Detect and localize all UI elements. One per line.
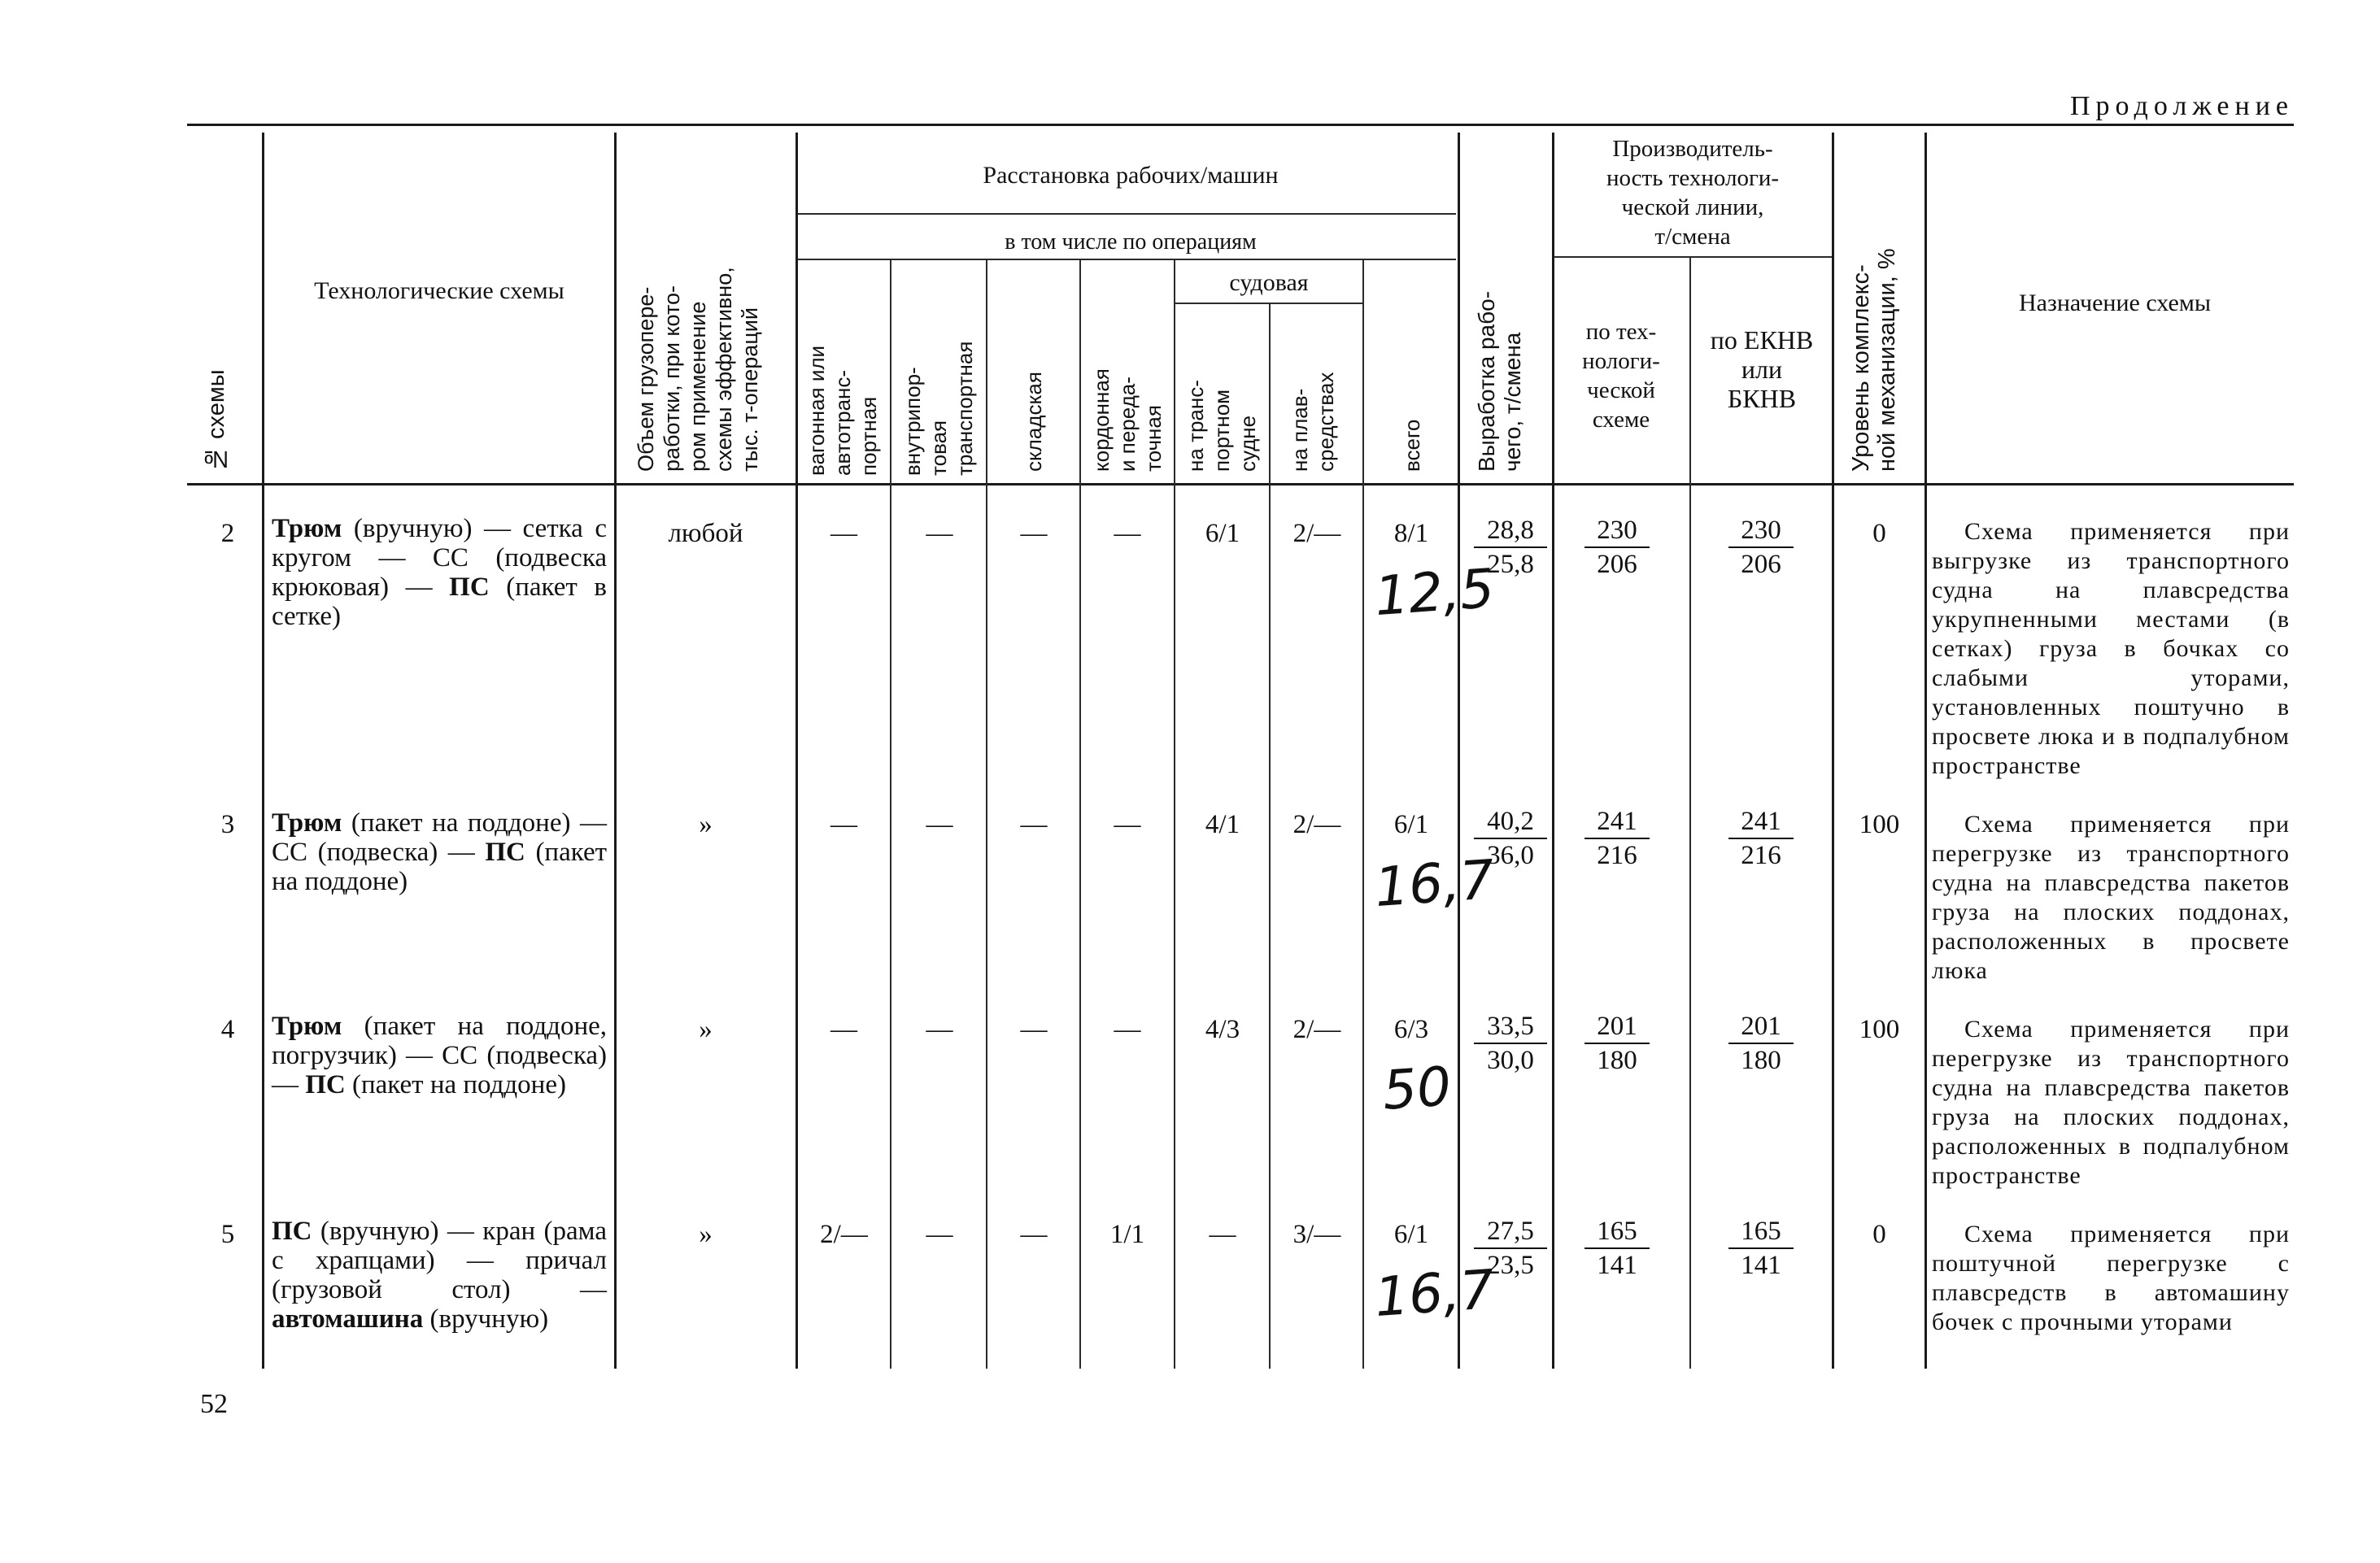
warehouse-cell: — bbox=[1020, 810, 1048, 839]
scheme-tail: (пакет на поддоне) bbox=[272, 838, 608, 896]
col-rule-5 bbox=[986, 260, 987, 1369]
header-placement: Расстановка рабочих/машин bbox=[983, 162, 1279, 189]
total-cell: 6/1 bbox=[1393, 1220, 1429, 1249]
scheme-bold-2: ПС bbox=[449, 573, 490, 602]
header-by-ops: в том числе по операциям bbox=[1005, 229, 1257, 255]
purpose-text: Схема применяется при перегрузке из транспортного судна на плавсредства пакетов груза на плоских поддонах, расположенных в просвете люка bbox=[1932, 811, 2290, 984]
header-by-eknv: по ЕКНВ или БКНВ bbox=[1710, 325, 1814, 413]
mech-cell: 100 bbox=[1859, 1015, 1900, 1044]
continuation-label: Продолжение bbox=[2069, 91, 2294, 121]
row-num: 3 bbox=[220, 810, 235, 839]
header-cordon: кордонная и переда- точная bbox=[1089, 368, 1166, 472]
placement-sub-rule bbox=[797, 213, 1456, 215]
wagon-cell: 2/— bbox=[820, 1220, 868, 1249]
scheme-text bbox=[272, 808, 607, 896]
warehouse-cell: — bbox=[1020, 519, 1048, 548]
scheme-bold: Трюм bbox=[272, 1012, 342, 1041]
scheme-text bbox=[272, 1012, 607, 1099]
eknv-fraction bbox=[1728, 1010, 1794, 1077]
eknv-num: 201 bbox=[1728, 1010, 1794, 1044]
total-cell: 8/1 bbox=[1393, 519, 1429, 548]
header-mech: Уровень комплекс- ной механизации, % bbox=[1848, 248, 1900, 472]
col-rule-3 bbox=[796, 133, 798, 1369]
intraport-cell: — bbox=[926, 1015, 953, 1044]
wagon-cell: — bbox=[830, 810, 857, 839]
eknv-den: 216 bbox=[1741, 841, 1781, 870]
output-num: 28,8 bbox=[1474, 514, 1547, 548]
output-num: 40,2 bbox=[1474, 805, 1547, 839]
on-float-cell: 2/— bbox=[1292, 519, 1341, 548]
eknv-num: 241 bbox=[1728, 805, 1794, 839]
productivity-sub-rule bbox=[1552, 256, 1833, 258]
volume-cell: » bbox=[699, 1220, 713, 1249]
volume-cell: » bbox=[699, 1015, 713, 1044]
header-wagon: вагонная или автотранс- портная bbox=[804, 345, 881, 476]
tech-den: 141 bbox=[1597, 1251, 1637, 1280]
output-num: 27,5 bbox=[1474, 1215, 1547, 1249]
tech-den: 216 bbox=[1597, 841, 1637, 870]
on-transport-cell: 6/1 bbox=[1205, 519, 1240, 548]
scheme-desc: (вручную) — кран (рама с храпцами) — причал (грузовой стол) — bbox=[272, 1217, 607, 1304]
row-num: 2 bbox=[220, 519, 235, 548]
output-fraction bbox=[1474, 514, 1547, 581]
header-volume: Объем грузопере- работки, при кото- ром применение схемы эффективно, тыс. т-операций bbox=[634, 267, 762, 472]
handwritten-note: 50 bbox=[1380, 1055, 1454, 1122]
col-rule-11 bbox=[1552, 133, 1554, 1369]
handwritten-note: 12,5 bbox=[1372, 556, 1497, 629]
header-warehouse: складская bbox=[1022, 372, 1046, 472]
col-rule-10 bbox=[1458, 133, 1460, 1369]
col-rule-8 bbox=[1269, 304, 1271, 1369]
on-transport-cell: 4/3 bbox=[1205, 1015, 1240, 1044]
cordon-cell: — bbox=[1114, 519, 1141, 548]
header-productivity: Производитель- ность технологи- ческой линии, т/смена bbox=[1606, 136, 1780, 250]
on-transport-cell: — bbox=[1209, 1220, 1236, 1249]
row-num: 5 bbox=[220, 1220, 235, 1249]
purpose-text: Схема применяется при выгрузке из транспортного судна на плавсредства укрупненными местами (в сетках) груза в бочках со слабыми уторами, установленных поштучно в просвете люка и в подпалубном пространстве bbox=[1932, 518, 2290, 779]
header-on-transport: на транс- портном судне bbox=[1183, 380, 1260, 472]
cordon-cell: — bbox=[1114, 1015, 1141, 1044]
col-rule-2 bbox=[614, 133, 617, 1369]
table-top-rule bbox=[187, 124, 2294, 126]
scheme-text bbox=[272, 514, 607, 631]
header-num: № схемы bbox=[203, 369, 229, 472]
mech-cell: 0 bbox=[1872, 519, 1886, 548]
scheme-bold: ПС bbox=[272, 1217, 312, 1246]
total-cell: 6/3 bbox=[1393, 1015, 1429, 1044]
scheme-text bbox=[272, 1217, 607, 1334]
purpose-text: Схема применяется при поштучной перегрузке с плавсредств в автомашину бочек с прочными уторами bbox=[1932, 1221, 2290, 1335]
output-den: 25,8 bbox=[1487, 550, 1534, 579]
cordon-cell: — bbox=[1114, 810, 1141, 839]
wagon-cell: — bbox=[830, 1015, 857, 1044]
tech-num: 201 bbox=[1584, 1010, 1650, 1044]
scheme-bold-2: ПС bbox=[305, 1070, 346, 1099]
header-ship: судовая bbox=[1229, 269, 1309, 296]
eknv-num: 165 bbox=[1728, 1215, 1794, 1249]
mech-cell: 100 bbox=[1859, 810, 1900, 839]
output-den: 30,0 bbox=[1487, 1046, 1534, 1075]
wagon-cell: — bbox=[830, 519, 857, 548]
header-intraport: внутрипор- товая транспортная bbox=[900, 341, 977, 476]
page-number: 52 bbox=[200, 1389, 228, 1419]
on-float-cell: 2/— bbox=[1292, 810, 1341, 839]
scheme-bold: Трюм bbox=[272, 514, 342, 543]
tech-fraction bbox=[1584, 805, 1650, 872]
on-float-cell: 3/— bbox=[1292, 1220, 1341, 1249]
header-purpose: Назначение схемы bbox=[2019, 290, 2211, 316]
tech-den: 206 bbox=[1597, 550, 1637, 579]
scheme-tail: (пакет в сетке) bbox=[272, 573, 607, 631]
scheme-bold-2: ПС bbox=[485, 838, 525, 867]
volume-cell: » bbox=[699, 810, 713, 839]
header-by-tech: по тех- нологи- ческой схеме bbox=[1582, 319, 1660, 433]
eknv-den: 206 bbox=[1741, 550, 1781, 579]
scheme-bold: Трюм bbox=[272, 808, 342, 838]
row-num: 4 bbox=[220, 1015, 235, 1044]
col-rule-9 bbox=[1362, 260, 1364, 1369]
volume-cell: любой bbox=[668, 519, 743, 548]
eknv-den: 141 bbox=[1741, 1251, 1781, 1280]
intraport-cell: — bbox=[926, 1220, 953, 1249]
col-rule-1 bbox=[262, 133, 264, 1369]
cordon-cell: 1/1 bbox=[1109, 1220, 1145, 1249]
tech-num: 230 bbox=[1584, 514, 1650, 548]
scheme-tail: (пакет на поддоне) bbox=[352, 1070, 566, 1099]
intraport-cell: — bbox=[926, 810, 953, 839]
output-fraction bbox=[1474, 805, 1547, 872]
on-float-cell: 2/— bbox=[1292, 1015, 1341, 1044]
warehouse-cell: — bbox=[1020, 1015, 1048, 1044]
col-rule-13 bbox=[1832, 133, 1834, 1369]
eknv-fraction bbox=[1728, 805, 1794, 872]
header-scheme: Технологические схемы bbox=[314, 277, 564, 304]
col-rule-7 bbox=[1174, 260, 1175, 1369]
tech-fraction bbox=[1584, 1010, 1650, 1077]
total-cell: 6/1 bbox=[1393, 810, 1429, 839]
output-num: 33,5 bbox=[1474, 1010, 1547, 1044]
tech-num: 165 bbox=[1584, 1215, 1650, 1249]
tech-fraction bbox=[1584, 514, 1650, 581]
col-rule-12 bbox=[1689, 258, 1691, 1369]
col-rule-4 bbox=[890, 260, 891, 1369]
header-on-float: на плав- средствах bbox=[1288, 372, 1338, 472]
warehouse-cell: — bbox=[1020, 1220, 1048, 1249]
col-rule-6 bbox=[1079, 260, 1081, 1369]
tech-fraction bbox=[1584, 1215, 1650, 1282]
handwritten-note: 16,7 bbox=[1372, 847, 1497, 920]
output-den: 36,0 bbox=[1487, 841, 1534, 870]
scheme-bold-2: автомашина bbox=[272, 1304, 424, 1334]
scheme-desc: (пакет на поддоне, погрузчик) — СС (подвеска) — bbox=[272, 1012, 607, 1099]
scheme-desc: (пакет на поддоне) — СС (подвеска) — bbox=[272, 808, 608, 867]
col-rule-14 bbox=[1924, 133, 1927, 1369]
scheme-tail: (вручную) bbox=[429, 1304, 549, 1334]
on-transport-cell: 4/1 bbox=[1205, 810, 1240, 839]
eknv-num: 230 bbox=[1728, 514, 1794, 548]
purpose-text: Схема применяется при перегрузке из транспортного судна на плавсредства пакетов груза на плоских поддонах, расположенных в подпалубном пространстве bbox=[1932, 1016, 2290, 1189]
tech-num: 241 bbox=[1584, 805, 1650, 839]
output-fraction bbox=[1474, 1010, 1547, 1077]
output-den: 23,5 bbox=[1487, 1251, 1534, 1280]
eknv-fraction bbox=[1728, 514, 1794, 581]
handwritten-note: 16,7 bbox=[1372, 1257, 1497, 1330]
tech-den: 180 bbox=[1597, 1046, 1637, 1075]
header-bottom-rule bbox=[187, 483, 2294, 485]
scheme-desc: (вручную) — сетка с кругом — СС (подвеска крюковая) — bbox=[272, 514, 608, 602]
output-fraction bbox=[1474, 1215, 1547, 1282]
header-output: Выработка рабо- чего, т/смена bbox=[1474, 290, 1525, 472]
mech-cell: 0 bbox=[1872, 1220, 1886, 1249]
by-ops-sub-rule bbox=[797, 259, 1456, 260]
header-total: всего bbox=[1400, 419, 1424, 472]
eknv-fraction bbox=[1728, 1215, 1794, 1282]
eknv-den: 180 bbox=[1741, 1046, 1781, 1075]
intraport-cell: — bbox=[926, 519, 953, 548]
